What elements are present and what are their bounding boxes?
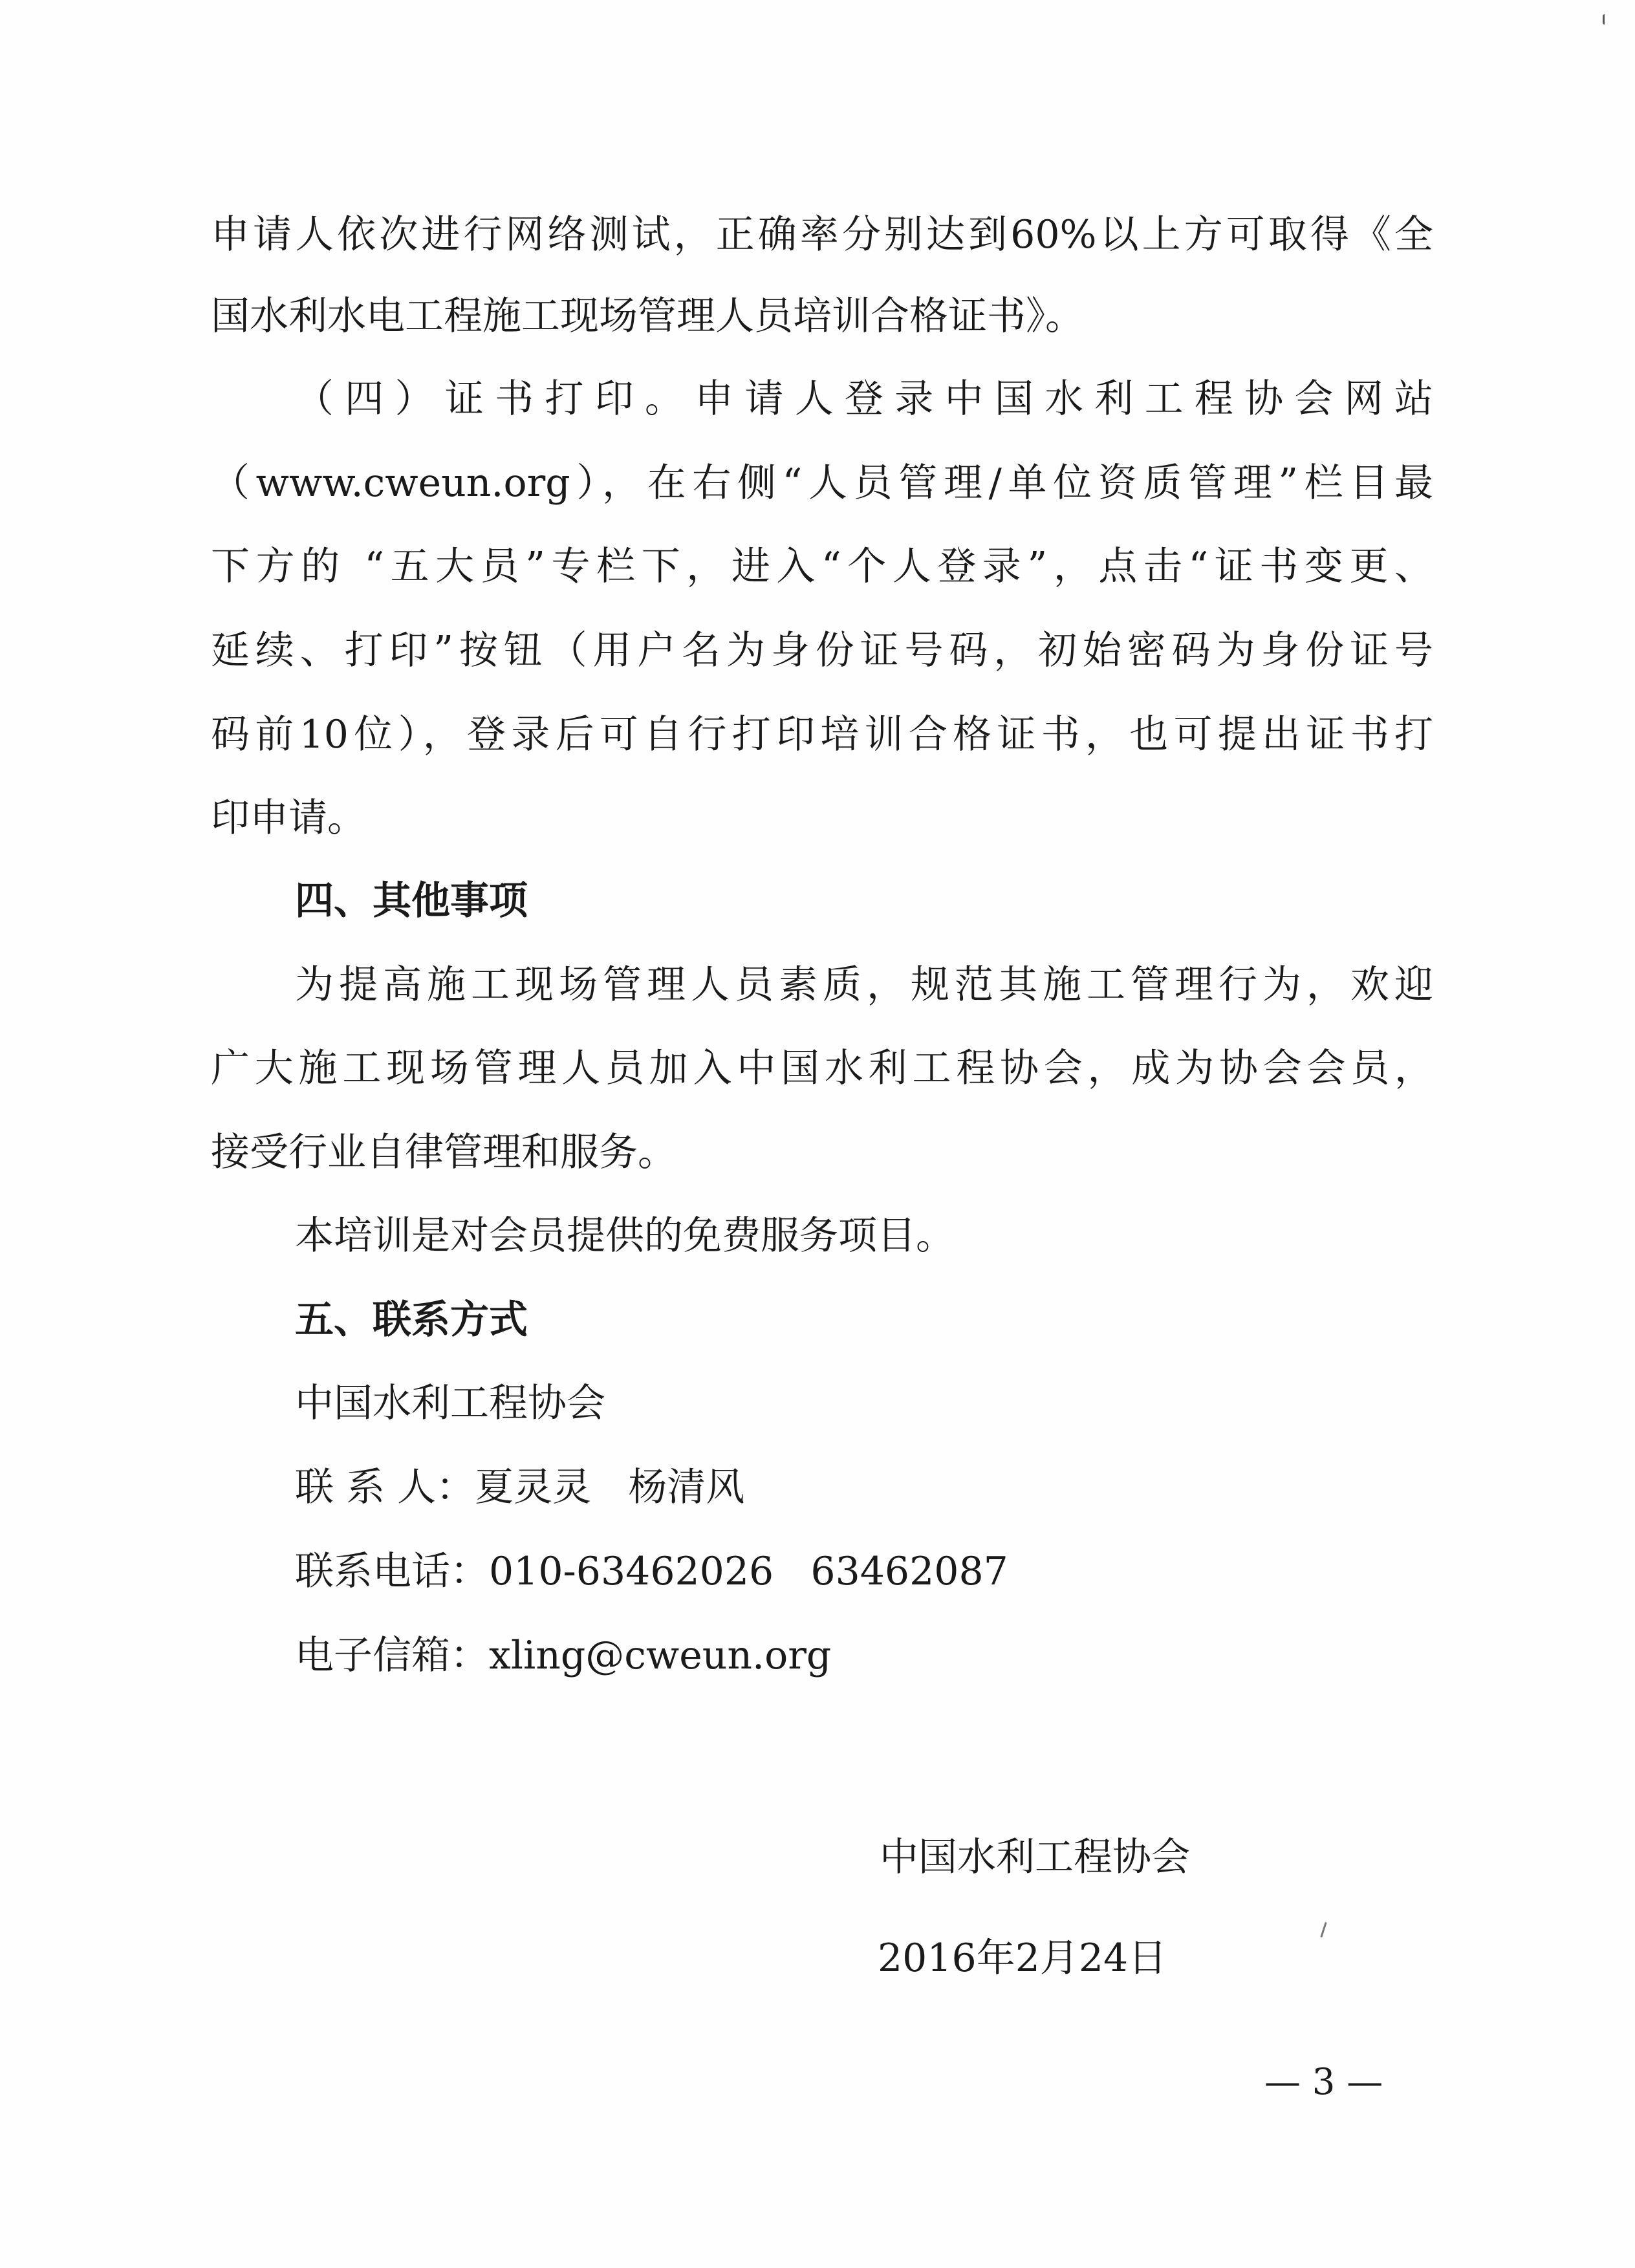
paragraph-line: 接受行业自律管理和服务。: [211, 1130, 677, 1175]
signature-date: 2016年2月24日: [878, 1936, 1167, 1981]
paragraph-line: 为提高施工现场管理人员素质，规范其施工管理行为，欢迎: [295, 962, 1433, 1008]
signature-org: 中国水利工程协会: [880, 1835, 1190, 1880]
page-number: — 3 —: [1264, 2061, 1383, 2103]
paragraph-line: 广大施工现场管理人员加入中国水利工程协会，成为协会会员，: [211, 1046, 1433, 1091]
paragraph-line: 本培训是对会员提供的免费服务项目。: [295, 1213, 955, 1258]
paragraph-line: 印申请。: [211, 795, 366, 841]
section-heading: 四、其他事项: [295, 878, 528, 923]
contact-org: 中国水利工程协会: [295, 1381, 605, 1426]
contact-email: 电子信箱：xling@cweun.org: [295, 1633, 832, 1678]
paragraph-line: （www.cweun.org），在右侧“人员管理/单位资质管理”栏目最: [211, 460, 1433, 506]
scan-artifact: [1320, 1922, 1326, 1938]
paragraph-line: （四）证书打印。申请人登录中国水利工程协会网站: [295, 376, 1433, 422]
contact-phone: 联系电话：010-63462026 63462087: [295, 1549, 1008, 1594]
paragraph-line: 码前10位），登录后可自行打印培训合格证书，也可提出证书打: [211, 712, 1433, 757]
paragraph-line: 国水利水电工程施工现场管理人员培训合格证书》。: [211, 294, 1084, 339]
section-heading: 五、联系方式: [295, 1297, 528, 1343]
paragraph-line: 申请人依次进行网络测试，正确率分别达到60%以上方可取得《全: [211, 212, 1433, 257]
contact-person: 联 系 人：夏灵灵 杨清风: [295, 1465, 745, 1510]
scan-artifact: [1603, 14, 1608, 25]
paragraph-line: 下方的 “五大员”专栏下，进入“个人登录”，点击“证书变更、: [211, 544, 1433, 589]
paragraph-line: 延续、打印”按钮（用户名为身份证号码，初始密码为身份证号: [211, 628, 1433, 673]
